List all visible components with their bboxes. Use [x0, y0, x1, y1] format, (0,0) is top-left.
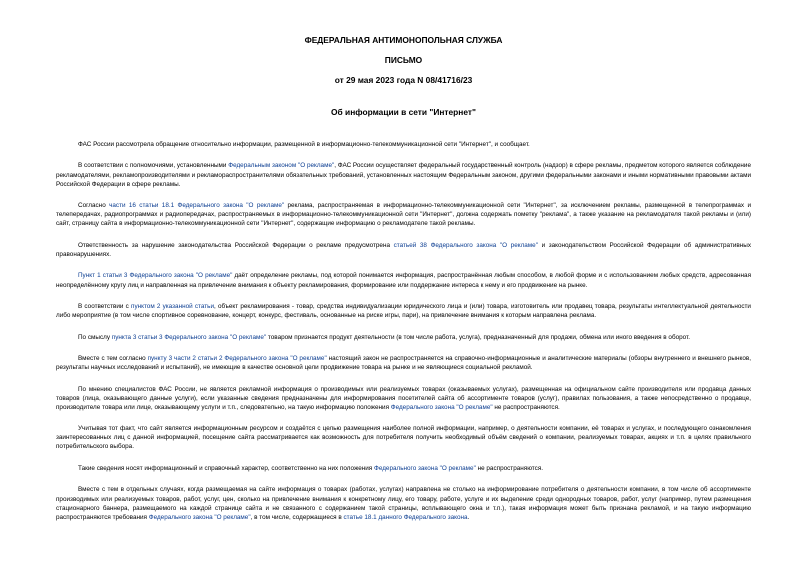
paragraph-text: В соответствии с полномочиями, установленными — [78, 162, 229, 170]
law-reference-link[interactable]: части 16 статьи 18.1 Федерального закона "О рекламе" — [109, 202, 285, 210]
law-reference-link[interactable]: Федерального закона "О рекламе" — [148, 513, 251, 521]
paragraph-text: , ФАС России осуществляет федеральный государственный контроль (надзор) в сфере рекламы, предметом которого является соблюдение рекламодателями, рекламопроизводителями и рекламораспространителями обязательных требований, установленных настоящим Федеральным законом, другими федеральными законами и иными нормативными правовыми актами Российской Федерации в сфере рекламы. — [56, 162, 751, 188]
law-reference-link[interactable]: Федерального закона "О рекламе" — [390, 403, 493, 411]
paragraph-8 — [56, 354, 751, 372]
law-reference-link[interactable]: статье 18.1 данного Федерального закона — [343, 513, 468, 521]
paragraph-text: Учитывая тот факт, что сайт является информационным ресурсом и создаётся с целью размещения наиболее полной информации, например, о деятельности компании, её товарах и услугах, и последующего ознакомления заинтересованных лиц с данной информацией, посещение сайта рассматривается как возможность для потребителя получить необходимый объём сведений о компании, реализуемых товарах, акциях и т.п. в целях правильного потребительского выбора. — [56, 425, 751, 451]
paragraph-9 — [56, 385, 751, 412]
paragraph-text: даёт определение рекламы, под которой понимается информация, распространённая любым способом, в любой форме и с использованием любых средств, адресованная неопределённому кругу лиц и направленная на привлечение внимания к объекту рекламирования, формирование или поддержание интереса к нему и его продвижение на рынке. — [56, 272, 752, 289]
law-reference-link[interactable]: Федерального закона "О рекламе" — [374, 464, 476, 472]
paragraph-text: , объект рекламирования - товар, средства индивидуализации юридического лица и (или) товара, изготовитель или продавец товара, результаты интеллектуальной деятельности либо мероприятие (в том числе спортивное соревнование, концерт, конкурс, фестиваль, основанные на риске игры, пари), на привлечение внимания к которым направлена реклама. — [56, 302, 751, 320]
document-type-heading: ПИСЬМО — [384, 55, 423, 65]
paragraph-text: товаром признается продукт деятельности (в том числе работа, услуга), предназначенный для продажи, обмена или иного введения в оборот. — [266, 333, 690, 341]
paragraph-text: реклама, распространяемая в информационно-телекоммуникационной сети "Интернет", за исключением рекламы, размещенной в телепрограммах и телепередачах, радиопрограммах и радиопередачах, распространяемых в информационно-телекоммуникационной сети "Интернет", должна содержать пометку "реклама", а также указание на рекламодателя такой рекламы и (или) сайт, страницу сайта в информационно-телекоммуникационной сети "Интернет", содержащие информацию о рекламодателе такой рекламы. — [56, 202, 751, 228]
paragraph-10 — [56, 424, 751, 451]
law-reference-link[interactable]: статьей 38 Федерального закона "О рекламе" — [393, 241, 538, 249]
paragraph-text: По мнению специалистов ФАС России, не является рекламной информация о производимых или реализуемых товарах (оказываемых услугах), размещенная на официальном сайте производителя или продавца данных товаров (лица, оказывающего данные услуги), если указанные сведения предназначены для информирования посетителей сайта об ассортименте товаров (услуг), правилах пользования, а также непосредственно о продавце, производителе товара или лице, оказывающему услуги и т.п., следовательно, на такую информацию положения — [56, 385, 751, 411]
paragraph-text: , в том числе, содержащиеся в — [250, 513, 344, 521]
paragraph-text: Ответственность за нарушение законодательства Российской Федерации о рекламе предусмотрена — [78, 241, 394, 249]
subject-heading: Об информации в сети "Интернет" — [331, 107, 476, 117]
paragraph-1 — [56, 140, 751, 149]
paragraph-2 — [56, 161, 751, 188]
paragraph-text: не распространяются. — [475, 464, 544, 472]
law-reference-link[interactable]: Федеральным законом "О рекламе" — [228, 162, 335, 170]
date-number-heading: от 29 мая 2023 года N 08/41716/23 — [334, 75, 473, 85]
paragraph-7 — [56, 333, 751, 342]
paragraph-11 — [56, 464, 751, 473]
law-reference-link[interactable]: пункта 3 статьи 3 Федерального закона "О рекламе" — [111, 333, 267, 341]
paragraph-6 — [56, 302, 751, 320]
paragraph-text: По смыслу — [78, 333, 112, 341]
paragraph-text: Вместе с тем согласно — [78, 355, 148, 363]
paragraph-text: Вместе с тем в отдельных случаях, когда размещаемая на сайте информация о товарах (работах, услугах) направлена не столько на информирование потребителя о деятельности компании, в том числе об ассортименте производимых или реализуемых товаров, работ, услуг, цен, сколько на привлечение внимания к конкретному лицу, его товару, работе, услуге и их выделение среди однородных товаров, работ, услуг (например, путем размещения стационарного баннера, размещаемого на каждой странице сайта и не связанного с содержанием такой страницы, всплывающего окна и т.п.), такая информация может быть признана рекламой, и на такую информацию распространяются требования — [56, 486, 751, 521]
paragraph-5 — [56, 271, 751, 289]
paragraph-text: настоящий закон не распространяется на справочно-информационные и аналитические материалы (обзоры внутреннего и внешнего рынков, результаты научных исследований и испытаний), не имеющие в качестве основной цели продвижение товара на рынке и не являющиеся социальной рекламой. — [56, 355, 751, 372]
organization-heading: ФЕДЕРАЛЬНАЯ АНТИМОНОПОЛЬНАЯ СЛУЖБА — [304, 35, 503, 45]
paragraph-4 — [56, 241, 751, 259]
paragraph-12 — [56, 485, 751, 521]
paragraph-text: и законодательством Российской Федерации об административных правонарушениях. — [56, 241, 751, 258]
paragraph-text: Такие сведения носят информационный и справочный характер, соответственно на них положения — [78, 464, 374, 472]
law-reference-link[interactable]: пунктом 2 указанной статьи — [131, 302, 214, 310]
paragraph-text: . — [467, 513, 470, 521]
paragraph-text: не распространяются. — [492, 403, 560, 411]
law-reference-link[interactable]: Пункт 1 статьи 3 Федерального закона "О рекламе" — [78, 272, 233, 280]
paragraph-3 — [56, 201, 751, 228]
paragraph-text: В соответствии с — [78, 302, 132, 310]
paragraph-text: ФАС России рассмотрела обращение относительно информации, размещенной в информационно-телекоммуникационной сети "Интернет", и сообщает. — [78, 141, 530, 148]
law-reference-link[interactable]: пункту 3 части 2 статьи 2 Федерального закона "О рекламе" — [147, 355, 327, 363]
paragraph-text: Согласно — [78, 202, 110, 210]
document-body — [56, 140, 751, 522]
